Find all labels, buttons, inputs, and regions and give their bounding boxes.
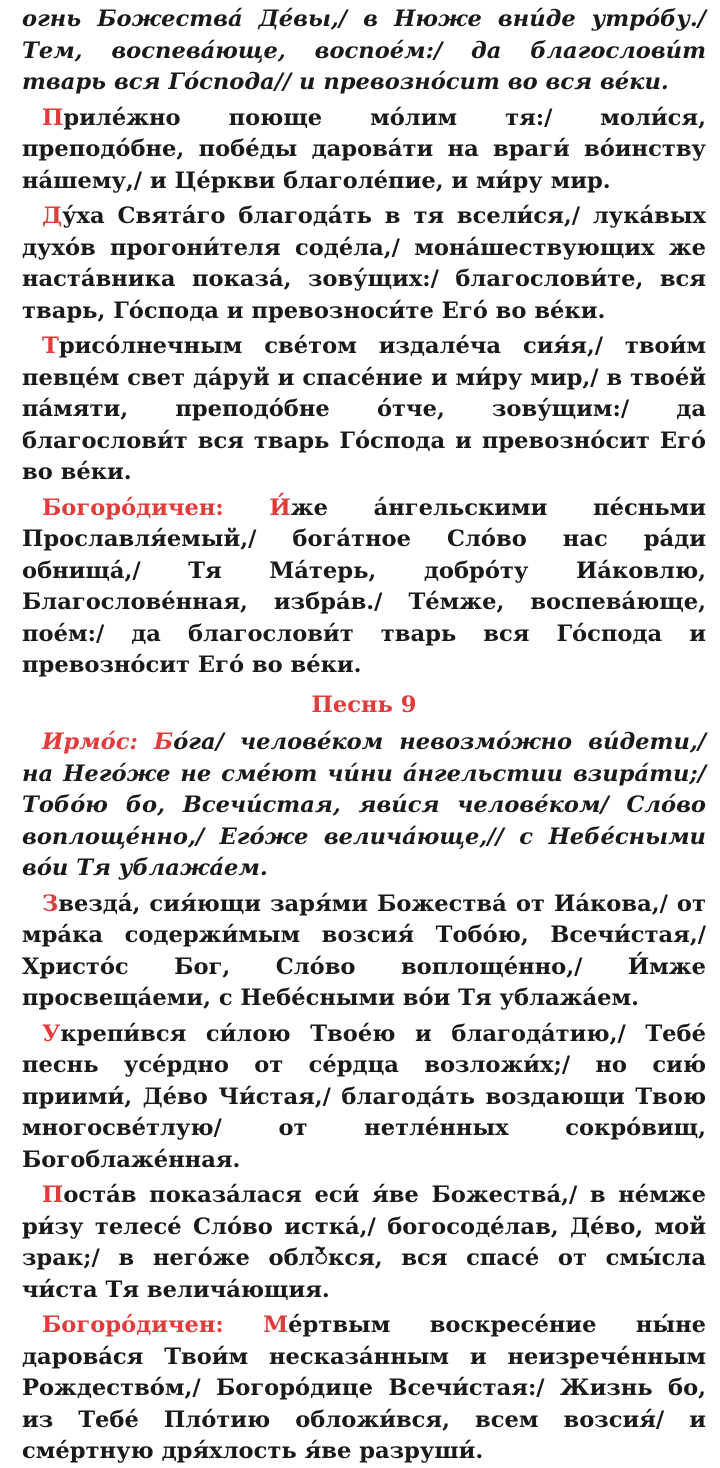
paragraph-initial: У bbox=[42, 1020, 61, 1047]
paragraph-initial: З bbox=[42, 890, 59, 917]
paragraph-initial: П bbox=[42, 1182, 64, 1208]
paragraph-initial: П bbox=[42, 104, 64, 131]
text-paragraph bbox=[22, 727, 706, 885]
paragraph-text: о́га/ челове́ком невозмо́жно ви́дети,/ на Него́же не сме́ют чи́ни а́нгельстии взира́ти;/ Тобо́ю бо, Всечи́стая, яви́ся челове́ком/ Сло́во воплоще́нно,/ Его́же велича́юще,// с Небе́сными во́и Тя ублажа́ем. bbox=[22, 729, 706, 881]
text-paragraph bbox=[22, 889, 706, 1015]
text-paragraph bbox=[22, 331, 706, 489]
section-heading: Песнь 9 bbox=[311, 691, 417, 718]
paragraph-text: везда́, сия́ющи заря́ми Божества́ от Иа́кова,/ от мра́ка содержи́мым возсия́ Тобо́ю, Всечи́стая,/ Христо́с Бог, Сло́во воплоще́нно,/ И́мже просвеща́еми, с Небе́сными во́и Тя ублажа́ем. bbox=[22, 890, 706, 1011]
paragraph-text: риле́жно поюще мо́лим тя:/ моли́ся, преподо́бне, побе́ды дарова́ти на враги́ во́инству на́шему,/ и Це́ркви благоле́пие, и ми́ру мир. bbox=[22, 104, 706, 194]
text-paragraph bbox=[22, 103, 706, 198]
paragraph-text: у́ха Свята́го благода́ть в тя всели́ся,/ лука́вых духо́в прогони́теля соде́ла,/ мона́шествующих же наста́вника показа́, зову́щих:/ благослови́те, вся тварь, Го́спода и превозноси́те Его́ во ве́ки. bbox=[22, 203, 706, 324]
paragraph-initial: Богоро́дичен: И bbox=[42, 494, 291, 521]
paragraph-text: оста́в показа́лася еси́ я́ве Божества́,/ в не́мже ри́зу телесе́ Сло́во истка́,/ богосоде́лав, Де́во, мой зрак;/ в него́же облे́кся, вся спасе́ от смы́сла чи́ста Тя велича́ющия. bbox=[22, 1182, 706, 1303]
text-paragraph bbox=[22, 4, 706, 99]
paragraph-text: огнь Божества́ Де́вы,/ в Нюже вни́де утро́бу./ Тем, воспева́юще, воспое́м:/ да благослови́т тварь вся Го́спода// и превозно́сит во вся ве́ки. bbox=[22, 6, 706, 95]
text-paragraph bbox=[22, 1180, 706, 1306]
paragraph-text: ́же а́нгельскими пе́сньми Прославля́емый,/ бога́тное Сло́во нас ра́ди обнища́,/ Тя Ма́терь, добро́ту Иа́ковлю, Благослове́нная, избра́в./ Те́мже, воспева́юще, пое́м:/ да благослови́т тварь вся Го́спода и превозно́сит Его́ во ве́ки. bbox=[22, 494, 706, 678]
paragraph-initial: Т bbox=[42, 333, 59, 359]
text-paragraph bbox=[22, 493, 706, 682]
paragraph-initial: Ирмо́с: Б bbox=[42, 729, 174, 755]
text-paragraph bbox=[22, 1019, 706, 1177]
paragraph-text: крепи́вся си́лою Твое́ю и благода́тию,/ Тебе́ песнь усе́рдно от се́рдца возложи́х;/ но сию́ приими́, Де́во Чи́стая,/ благода́ть воздающи Твою многосве́тлую/ от нетле́нных сокро́вищ, Богоблаже́нная. bbox=[22, 1020, 706, 1173]
paragraph-initial: Д bbox=[42, 203, 63, 229]
text-paragraph bbox=[22, 1310, 706, 1468]
paragraph-text: е́ртвым воскресе́ние ны́не дарова́ся Твои́м несказа́нным и неизрече́нным Рождество́м,/ Богоро́дице Всечи́стая:/ Жизнь бо, из Тебе́ Пло́тию обложи́вся, всем возсия́/ и сме́ртную дря́хлость я́ве разруши́. bbox=[22, 1312, 707, 1464]
text-paragraph bbox=[22, 201, 706, 327]
paragraph-initial: Богоро́дичен: М bbox=[42, 1312, 289, 1338]
paragraph-text: рисо́лнечным све́том издале́ча сия́я,/ твои́м певце́м свет да́руй и спасе́ние и ми́ру мир,/ в твое́й па́мяти, преподо́бне о́тче, зову́щим:/ да благослови́т вся тварь Го́спода и превозно́сит Его́ во ве́ки. bbox=[22, 333, 706, 485]
